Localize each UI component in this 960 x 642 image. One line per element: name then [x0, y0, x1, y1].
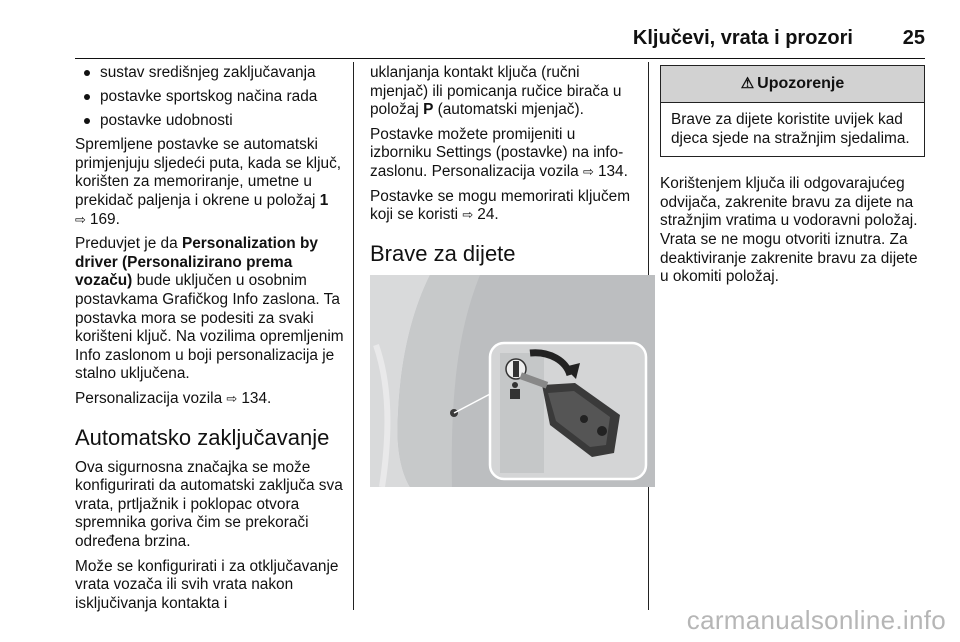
middle-column	[370, 64, 638, 487]
column-divider-left	[353, 62, 354, 610]
bullet-item: postavke udobnosti	[75, 112, 345, 131]
paragraph: Preduvjet je da Personalization by driver (Personalizirano prema vozaču) bude uključen u osobnim postavkama Grafičkog Info zaslona. Ta postavka mora se podesiti za svaki korišteni ključ. Na vozilima opremljenim Info zaslonom u boji personalizacija je stalno uključena.	[75, 235, 344, 383]
warning-header	[661, 66, 924, 103]
paragraph: Postavke možete promijeniti u izborniku Settings (postavke) na info-zaslonu. Personalizacija vozila ⇨ 134.	[370, 126, 638, 182]
page-reference-link[interactable]: ⇨ 134.	[583, 163, 628, 180]
warning-box	[660, 65, 925, 157]
bullet-item: postavke sportskog načina rada	[75, 88, 345, 107]
page-reference-link[interactable]: ⇨ 24.	[462, 206, 498, 223]
paragraph: Personalizacija vozila ⇨ 134.	[75, 390, 345, 409]
warning-title: Upozorenje	[757, 75, 845, 92]
page-reference-link[interactable]: ⇨ 134.	[226, 390, 271, 407]
child-lock-drawing	[370, 275, 655, 487]
bullet-item: sustav središnjeg zaključavanja	[75, 64, 345, 83]
paragraph: uklanjanja kontakt ključa (ručni mjenjač) ili pomicanja ručice birača u položaj P (automatski mjenjač).	[370, 64, 622, 119]
right-column	[660, 64, 925, 293]
paragraph: Postavke se mogu memorirati ključem koji se koristi ⇨ 24.	[370, 188, 638, 225]
paragraph: Može se konfigurirati i za otključavanje vrata vozača ili svih vrata nakon isključivanja kontakta i	[75, 557, 339, 612]
paragraph: Korištenjem ključa ili odgovarajućeg odvijača, zakrenite bravu za dijete na stražnjim vratima u vodoravni položaj. Vrata se ne mogu otvoriti iznutra. Za deaktiviranje zakrenite bravu za dijete u okomiti položaj.	[660, 175, 918, 286]
warning-text: Brave za dijete koristite uvijek kad djeca sjede na stražnjim sjedalima.	[671, 111, 910, 147]
warning-triangle-icon: ⚠	[740, 75, 755, 92]
watermark-text: carmanualsonline.info	[686, 605, 946, 635]
left-column	[75, 64, 345, 619]
page-number: 25	[902, 27, 925, 49]
paragraph: Spremljene postavke se automatski primjenjuju sljedeći puta, kada se ključ, korišten za memoriranje, umetne u prekidač paljenja i okrene u položaj 1 ⇨ 169.	[75, 136, 345, 229]
section-title: Ključevi, vrata i prozori	[632, 27, 853, 49]
page-reference-link[interactable]: ⇨ 169.	[75, 211, 120, 228]
section-heading: Automatsko zaključavanje	[75, 424, 330, 450]
page-header	[75, 22, 925, 59]
section-heading: Brave za dijete	[370, 240, 516, 266]
paragraph: Ova sigurnosna značajka se može konfigurirati da automatski zaključa sva vrata, prtljažnik i poklopac otvora spremnika goriva čim se prekorači određena brzina.	[75, 458, 343, 550]
child-lock-illustration	[370, 275, 655, 487]
